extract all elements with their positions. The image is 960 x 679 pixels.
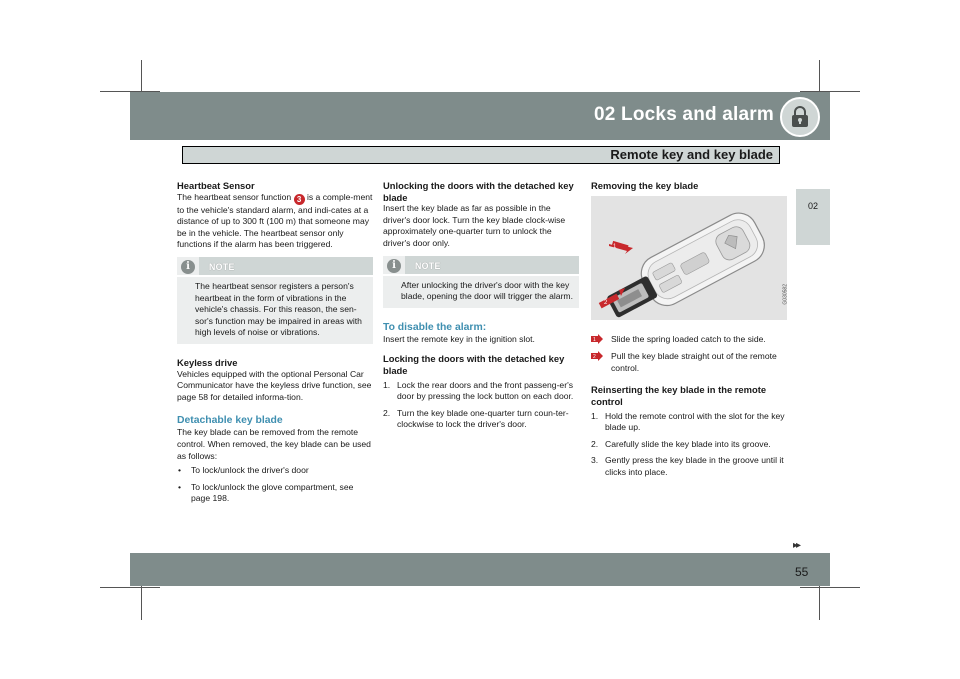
disable-alarm-text: Insert the remote key in the ignition slot. bbox=[383, 333, 535, 344]
continue-arrows-icon: ▸▸ bbox=[793, 540, 800, 551]
side-tab-label: 02 bbox=[807, 201, 818, 211]
detachable-text: The key blade can be removed from the remote control. When removed, the key blade can be used as follows: bbox=[177, 427, 371, 461]
step-number: 1. bbox=[591, 410, 599, 421]
info-icon: i bbox=[387, 259, 401, 273]
page-number: 55 bbox=[795, 565, 809, 579]
step-number: 1. bbox=[383, 379, 391, 390]
key-blade-illustration bbox=[591, 196, 787, 320]
step-text: Lock the rear doors and the front passeng-er's door by pressing the lock button on each door. bbox=[397, 379, 574, 402]
column-2 bbox=[383, 180, 579, 436]
bullet-icon: • bbox=[178, 465, 182, 476]
lock-icon bbox=[780, 97, 820, 137]
chapter-title: 02 Locks and alarm bbox=[594, 104, 774, 125]
removal-step bbox=[591, 351, 787, 374]
section-header bbox=[182, 146, 780, 164]
note-label: NOTE bbox=[209, 261, 235, 272]
step-text: Carefully slide the key blade into its groove. bbox=[605, 438, 771, 449]
step-marker-label: 1 bbox=[593, 336, 596, 343]
list-item bbox=[591, 411, 787, 434]
heartbeat-text-start: The heartbeat sensor function bbox=[177, 191, 294, 202]
column-3 bbox=[591, 180, 787, 484]
chapter-side-tab bbox=[796, 189, 830, 245]
note-box bbox=[383, 256, 579, 308]
footer-band bbox=[130, 553, 830, 586]
detachable-bullets bbox=[177, 465, 373, 505]
list-item bbox=[177, 465, 373, 477]
step-text: Slide the spring loaded catch to the side. bbox=[611, 333, 766, 344]
step-number: 2. bbox=[383, 407, 391, 418]
bullet-icon: • bbox=[178, 481, 182, 492]
note-box bbox=[177, 257, 373, 344]
figure-code: G030582 bbox=[783, 283, 789, 305]
keyless-text: Vehicles equipped with the optional Personal Car Communicator have the keyless drive function, see page 58 for detailed informa-tion. bbox=[177, 368, 372, 402]
list-item bbox=[383, 408, 579, 431]
reinserting-steps bbox=[591, 411, 787, 479]
locking-steps bbox=[383, 380, 579, 431]
step-number: 3. bbox=[591, 455, 599, 466]
disable-alarm-heading: To disable the alarm: bbox=[383, 321, 487, 333]
reinserting-heading: Reinserting the key blade in the remote control bbox=[591, 384, 767, 407]
chapter-header bbox=[130, 92, 830, 140]
list-item bbox=[591, 455, 787, 478]
list-item-text: To lock/unlock the glove compartment, see page 198. bbox=[191, 481, 354, 504]
removing-heading: Removing the key blade bbox=[591, 180, 699, 191]
callout-number: 3 bbox=[294, 194, 305, 205]
crop-mark bbox=[800, 587, 860, 588]
keyless-heading: Keyless drive bbox=[177, 356, 238, 368]
list-item-text: To lock/unlock the driver's door bbox=[191, 465, 309, 476]
step-text: Gently press the key blade in the groove until it clicks into place. bbox=[605, 455, 784, 477]
crop-mark bbox=[100, 587, 160, 588]
note-text: The heartbeat sensor registers a person's heartbeat in the form of vibrations in the vehicle's chassis. For this reason, the sen-sor's function may be impaired in areas with high levels of noise or vibrations. bbox=[195, 280, 362, 338]
note-label: NOTE bbox=[415, 260, 441, 271]
section-title: Remote key and key blade bbox=[610, 147, 773, 162]
list-item bbox=[177, 482, 373, 505]
list-item bbox=[591, 439, 787, 451]
note-text: After unlocking the driver's door with the key blade, opening the door will trigger the alarm. bbox=[401, 279, 573, 302]
unlocking-text: Insert the key blade as far as possible in the driver's door lock. Turn the key blade clock-wise approximately one-quarter turn to unlock the driver's door only. bbox=[383, 203, 566, 248]
figure-label-1: 1 bbox=[613, 243, 617, 250]
step-1-arrow-icon bbox=[591, 334, 603, 344]
list-item bbox=[383, 380, 579, 403]
note-header bbox=[383, 256, 579, 276]
step-text: Turn the key blade one-quarter turn coun-ter-clockwise to lock the driver's door. bbox=[397, 407, 569, 430]
step-marker-label: 2 bbox=[593, 354, 596, 361]
heartbeat-text bbox=[177, 192, 373, 251]
arrow-1-icon bbox=[609, 241, 633, 254]
removal-step bbox=[591, 334, 787, 346]
unlocking-heading: Unlocking the doors with the detached key blade bbox=[383, 180, 574, 203]
step-number: 2. bbox=[591, 438, 599, 449]
remote-key-drawing bbox=[591, 196, 787, 320]
detachable-heading: Detachable key blade bbox=[177, 415, 283, 427]
step-text: Pull the key blade straight out of the remote control. bbox=[611, 351, 777, 373]
heartbeat-heading: Heartbeat Sensor bbox=[177, 180, 255, 191]
figure-label-2: 2 bbox=[604, 299, 608, 306]
column-1 bbox=[177, 180, 373, 510]
note-header bbox=[177, 257, 373, 277]
locking-heading: Locking the doors with the detached key blade bbox=[383, 353, 565, 376]
step-2-arrow-icon bbox=[591, 351, 603, 361]
heartbeat-text-end: is a comple-ment to the vehicle's standard alarm, and indi-cates at a distance of up to 300 ft (100 m) that someone may be in the vehicle. The heartbeat sensor only functions if the alarm has been triggered. bbox=[177, 191, 373, 250]
info-icon: i bbox=[181, 260, 195, 274]
step-text: Hold the remote control with the slot for the key blade up. bbox=[605, 410, 785, 433]
